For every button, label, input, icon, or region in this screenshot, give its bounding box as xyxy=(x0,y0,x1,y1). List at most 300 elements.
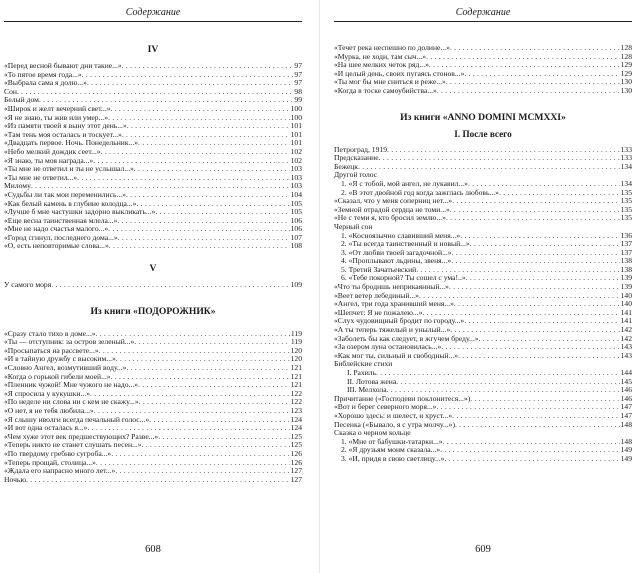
toc-entry xyxy=(334,257,632,266)
book-heading: Из книги «ПОДОРОЖНИК» xyxy=(90,305,216,317)
entry-page-number: 140 xyxy=(620,291,632,300)
toc-entry xyxy=(334,214,632,223)
toc-entry xyxy=(334,455,632,464)
toc-entry xyxy=(4,416,302,425)
toc-entry xyxy=(334,78,632,87)
entry-title: «Теперь прощай, столица...» xyxy=(4,458,96,467)
toc-entry xyxy=(4,476,302,485)
toc-entry xyxy=(334,386,632,395)
entry-title: «Течет река неспешно по долине...» xyxy=(334,44,450,52)
entry-title: «Как белый камень в глубине колодца...» xyxy=(4,199,137,208)
entry-page-number: 146 xyxy=(620,386,632,395)
toc-entry xyxy=(4,191,302,200)
dot-leader xyxy=(149,416,289,425)
entry-page-number: 99 xyxy=(294,96,302,105)
entry-title: «Город сгинул, последнего дома...» xyxy=(4,233,118,242)
dot-leader xyxy=(142,441,290,450)
section-numeral: V xyxy=(149,263,157,275)
entry-page-number: 137 xyxy=(620,248,632,257)
entry-title: «Вот и берег северного моря...» xyxy=(334,403,437,412)
section-numeral: IV xyxy=(147,44,159,55)
entry-page-number: 106 xyxy=(290,225,302,234)
entry-page-number: 98 xyxy=(294,87,302,96)
toc-entry xyxy=(4,200,302,209)
toc-entry xyxy=(4,96,302,105)
entry-title: Милому xyxy=(4,182,31,191)
entry-title: «И в тайную дружбу с высоким...» xyxy=(4,355,116,364)
dot-leader xyxy=(450,44,620,53)
entry-title: «Ты мог бы мне сниться и реже...» xyxy=(334,78,446,87)
toc-entry xyxy=(334,189,632,198)
entry-page-number: 127 xyxy=(290,467,302,476)
toc-entry xyxy=(4,157,302,166)
entry-title: I. Рахиль xyxy=(347,369,377,377)
entry-title: «Лучше б мне частушки задорно выкликать...» xyxy=(4,208,156,217)
dot-leader xyxy=(108,114,290,123)
entry-page-number: 124 xyxy=(290,415,302,424)
spacer xyxy=(4,290,302,306)
entry-page-number: 134 xyxy=(620,162,632,171)
entry-page-number: 122 xyxy=(290,389,302,398)
entry-page-number: 103 xyxy=(290,182,302,191)
dot-leader xyxy=(422,309,619,318)
dot-leader xyxy=(470,395,619,404)
entry-page-number: 148 xyxy=(620,420,632,429)
toc-entry xyxy=(4,281,302,290)
entry-page-number: 130 xyxy=(620,86,632,95)
toc-entry xyxy=(4,122,302,131)
toc-entry xyxy=(4,355,302,364)
toc-entry xyxy=(4,88,302,97)
entry-page-number: 121 xyxy=(290,372,302,381)
entry-page-number: 139 xyxy=(620,283,632,292)
dot-leader xyxy=(468,180,620,189)
toc-entry xyxy=(334,61,632,70)
entry-title: «Веет ветер лебединый...» xyxy=(334,291,419,300)
toc-entry xyxy=(4,398,302,407)
entry-title: «Я знаю, ты моя награда...» xyxy=(4,156,94,165)
toc-entry xyxy=(334,369,632,378)
dot-leader xyxy=(458,352,620,361)
toc-entry xyxy=(334,378,632,387)
dot-leader xyxy=(449,283,620,292)
entry-title: «То пятое время года...» xyxy=(4,70,82,79)
toc-entry xyxy=(334,274,632,283)
entry-page-number: 129 xyxy=(620,61,632,70)
entry-title: 4. «Проплывают льдины, звеня...» xyxy=(341,257,452,266)
dot-leader xyxy=(158,433,289,442)
entry-page-number: 97 xyxy=(294,79,302,88)
entry-page-number: 142 xyxy=(620,334,632,343)
dot-leader xyxy=(82,71,294,80)
entry-title: «Как мог ты, сильный и свободный...» xyxy=(334,351,459,360)
entry-page-number: 101 xyxy=(290,139,302,148)
entry-title: Песенка («Бывало, я с утра молчу...») xyxy=(334,420,455,429)
entry-page-number: 129 xyxy=(620,69,632,78)
dot-leader xyxy=(111,105,290,114)
toc-entry xyxy=(4,79,302,88)
entry-page-number: 147 xyxy=(620,403,632,412)
entry-title: «Пленник чужой! Мне чужого не надо...» xyxy=(4,381,139,390)
entry-page-number: 120 xyxy=(290,346,302,355)
entry-page-number: 143 xyxy=(620,351,632,360)
entry-title: «Я спросила у кукушки...» xyxy=(4,389,91,398)
entry-title: «Что ты бродишь неприкаянный...» xyxy=(334,283,449,292)
entry-page-number: 102 xyxy=(290,156,302,165)
dot-leader xyxy=(117,217,289,226)
entry-page-number: 140 xyxy=(620,300,632,309)
entry-title: «Я не знаю, ты жив или умер...» xyxy=(4,113,109,122)
dot-leader xyxy=(90,390,290,399)
toc-entry xyxy=(334,326,632,335)
entry-title: «Выбрала сама я долю...» xyxy=(4,79,87,88)
dot-leader xyxy=(134,165,290,174)
entry-title: «Я слышу иволги всегда печальный голос...» xyxy=(4,415,150,424)
entry-title: II. Лотова жена xyxy=(347,377,397,386)
entry-title: «Ангел, три года хранивший меня...» xyxy=(334,300,454,309)
dot-leader xyxy=(452,412,619,421)
dot-leader xyxy=(99,347,290,356)
dot-leader xyxy=(93,157,289,166)
dot-leader xyxy=(87,424,289,433)
entry-title: «Ты мне не ответил и ты не услышал...» xyxy=(4,165,134,174)
toc-entry xyxy=(334,335,632,344)
entry-page-number: 106 xyxy=(290,216,302,225)
dot-leader xyxy=(116,355,290,364)
entry-title: 2. «Я друзьям моим сказала...» xyxy=(341,446,441,455)
entry-page-number: 128 xyxy=(620,44,632,52)
dot-leader xyxy=(111,450,289,459)
toc-entry xyxy=(334,146,632,155)
left-page xyxy=(4,0,302,573)
entry-page-number: 135 xyxy=(620,188,632,197)
entry-title: «Сразу стало тихо в доме...» xyxy=(4,329,96,338)
entry-title: «Теперь никто не станет слушать песен...» xyxy=(4,441,142,450)
dot-leader xyxy=(426,53,620,62)
toc-entry xyxy=(334,403,632,412)
entry-page-number: 122 xyxy=(290,398,302,407)
dot-leader xyxy=(460,232,619,241)
dot-leader xyxy=(155,208,289,217)
dot-leader xyxy=(416,266,619,275)
dot-leader xyxy=(419,292,620,301)
entry-page-number: 125 xyxy=(290,432,302,441)
entry-title: «Словно Ангел, возмутивший воду...» xyxy=(4,364,127,373)
dot-leader xyxy=(96,459,290,468)
toc-entry xyxy=(334,87,632,96)
cycle-title: Черный сон xyxy=(334,221,373,231)
dot-leader xyxy=(51,281,289,290)
toc-entry xyxy=(334,44,632,53)
entry-page-number: 126 xyxy=(290,458,302,467)
entry-page-number: 149 xyxy=(620,446,632,455)
entry-title: «Чем хуже этот век предшествующих? Разве...» xyxy=(4,432,159,441)
toc-entry xyxy=(4,62,302,71)
toc-entry xyxy=(4,373,302,382)
page-number: 608 xyxy=(145,544,161,555)
entry-page-number: 141 xyxy=(620,308,632,317)
dot-leader xyxy=(446,214,620,223)
entry-title: «Ты мне не ответил...» xyxy=(4,173,78,182)
entry-title: «Перед весной бывают дни такие...» xyxy=(4,62,122,70)
toc-entry xyxy=(4,105,302,114)
entry-title: «Когда о горькой гибели моей...» xyxy=(4,372,111,381)
entry-page-number: 135 xyxy=(620,205,632,214)
entry-page-number: 100 xyxy=(290,104,302,113)
toc-entry xyxy=(4,407,302,416)
entry-page-number: 119 xyxy=(290,338,302,347)
toc-entry xyxy=(4,148,302,157)
entry-title: «По твердому гребню сугроба...» xyxy=(4,449,112,458)
entry-page-number: 123 xyxy=(290,407,302,415)
toc-entry xyxy=(4,433,302,442)
toc-entry xyxy=(334,70,632,79)
entry-page-number: 103 xyxy=(290,173,302,182)
dot-leader xyxy=(358,163,620,172)
entry-page-number: 138 xyxy=(620,265,632,274)
entry-title: «Ждала его напрасно много лет...» xyxy=(4,467,116,476)
dot-leader xyxy=(454,300,620,309)
dot-leader xyxy=(379,154,620,163)
dot-leader xyxy=(387,146,620,155)
dot-leader xyxy=(87,79,294,88)
toc-entry xyxy=(334,412,632,421)
toc-entry xyxy=(334,283,632,292)
dot-leader xyxy=(138,381,290,390)
toc-entry xyxy=(334,266,632,275)
entry-page-number: 141 xyxy=(620,317,632,326)
entry-page-number: 133 xyxy=(620,154,632,163)
entry-title: «Судьбы ли так мои переменились...» xyxy=(4,190,126,199)
entry-title: «Заболеть бы как следует, в жгучем бреду...» xyxy=(334,334,479,343)
entry-page-number: 105 xyxy=(290,208,302,217)
dot-leader xyxy=(109,242,290,251)
toc-entry xyxy=(4,174,302,183)
dot-leader xyxy=(466,274,620,283)
toc-entry xyxy=(4,139,302,148)
dot-leader xyxy=(376,369,620,378)
entry-page-number: 109 xyxy=(290,281,302,290)
entry-page-number: 128 xyxy=(620,52,632,61)
entry-title: 2. «В этот двойной год когда зажглась любовь...» xyxy=(341,188,499,197)
entry-page-number: 134 xyxy=(620,179,632,188)
dot-leader xyxy=(115,467,289,476)
entry-title: 1. «Косноязычно славивший меня...» xyxy=(341,231,461,240)
toc-entry xyxy=(4,182,302,191)
toc-entry xyxy=(4,459,302,468)
toc-body xyxy=(4,44,302,484)
toc-entry xyxy=(334,197,632,206)
page-number: 609 xyxy=(475,544,491,555)
entry-page-number: 143 xyxy=(620,343,632,352)
entry-title: «А ты теперь тяжелый и унылый...» xyxy=(334,326,451,335)
toc-entry xyxy=(4,424,302,433)
entry-title: Бежецк xyxy=(334,162,359,171)
dot-leader xyxy=(127,122,290,131)
dot-leader xyxy=(464,70,619,79)
entry-page-number: 125 xyxy=(290,441,302,450)
toc-entry xyxy=(334,343,632,352)
entry-title: «О, есть неповторимые слова...» xyxy=(4,242,109,251)
entry-title: «Сказал, что у меня соперниц нет...» xyxy=(334,197,453,206)
dot-leader xyxy=(444,455,619,464)
dot-leader xyxy=(387,386,620,395)
entry-page-number: 103 xyxy=(290,165,302,174)
toc-entry xyxy=(334,232,632,241)
dot-leader xyxy=(479,335,620,344)
entry-page-number: 137 xyxy=(620,240,632,249)
entry-page-number: 147 xyxy=(620,411,632,420)
entry-page-number: 127 xyxy=(290,475,302,484)
dot-leader xyxy=(126,191,290,200)
toc-entry xyxy=(334,446,632,455)
dot-leader xyxy=(450,326,619,335)
toc-entry xyxy=(4,330,302,339)
dot-leader xyxy=(441,343,619,352)
dot-leader xyxy=(26,476,290,485)
toc-entry xyxy=(4,390,302,399)
entry-title: Петроград, 1919 xyxy=(334,145,387,154)
entry-page-number: 124 xyxy=(290,424,302,433)
entry-page-number: 97 xyxy=(294,70,302,79)
dot-leader xyxy=(31,182,290,191)
header-rule xyxy=(334,21,632,22)
toc-entry xyxy=(334,240,632,249)
toc-entry xyxy=(4,131,302,140)
entry-title: 1. «Мне от бабушки-татарки...» xyxy=(341,437,443,446)
dot-leader xyxy=(446,78,620,87)
subsection-heading: I. После всего xyxy=(454,128,512,139)
toc-entry xyxy=(334,154,632,163)
dot-leader xyxy=(39,96,294,105)
entry-title: «Мне не надо счастья малого...» xyxy=(4,225,109,234)
entry-title: «Широк и желт вечерний свет...» xyxy=(4,104,111,113)
entry-title: «Двадцать первое. Ночь. Понедельник...» xyxy=(4,139,139,148)
entry-title: «Мурка, не ходи, там сыч...» xyxy=(334,52,427,61)
entry-page-number: 121 xyxy=(290,381,302,390)
entry-page-number: 135 xyxy=(620,214,632,223)
running-header: Содержание xyxy=(125,7,181,18)
entry-page-number: 121 xyxy=(290,364,302,373)
entry-page-number: 133 xyxy=(620,145,632,154)
dot-leader xyxy=(118,234,290,243)
toc-entry xyxy=(4,242,302,251)
toc-entry xyxy=(334,300,632,309)
toc-entry xyxy=(334,163,632,172)
entry-title: Белый дом xyxy=(4,96,39,105)
entry-title: 1. «Я с тобой, мой ангел, не лукавил...» xyxy=(341,179,468,188)
entry-title: 5. Третий Зачатьевский xyxy=(341,265,417,274)
dot-leader xyxy=(126,364,289,373)
dot-leader xyxy=(436,403,619,412)
dot-leader xyxy=(139,398,290,407)
entry-page-number: 149 xyxy=(620,454,632,463)
toc-entry xyxy=(4,381,302,390)
spacer xyxy=(4,323,302,330)
entry-page-number: 142 xyxy=(620,326,632,335)
entry-title: «О нет, я не тебя любила...» xyxy=(4,407,94,415)
toc-entry xyxy=(4,165,302,174)
entry-title: Причитание («Господеви поклонитеся...») xyxy=(334,394,471,403)
dot-leader xyxy=(452,197,620,206)
entry-page-number: 144 xyxy=(620,369,632,377)
toc-entry xyxy=(334,206,632,215)
entry-title: 2. «Ты всегда таинственный и новый...» xyxy=(341,240,470,249)
entry-page-number: 145 xyxy=(620,377,632,386)
header-rule xyxy=(4,21,302,22)
right-page xyxy=(334,0,632,573)
cycle-title: Библейские стихи xyxy=(334,359,393,369)
entry-page-number: 148 xyxy=(620,437,632,446)
entry-title: «На шее мелких четок ряд...» xyxy=(334,61,429,70)
dot-leader xyxy=(138,139,290,148)
dot-leader xyxy=(455,421,620,430)
toc-entry xyxy=(4,441,302,450)
entry-title: «Еще весна таинственная млела...» xyxy=(4,216,118,225)
entry-title: У самого моря xyxy=(4,281,52,290)
toc-entry xyxy=(334,292,632,301)
toc-body xyxy=(334,44,632,464)
entry-title: «Хорошо здесь: и шелест, и хруст...» xyxy=(334,411,453,420)
spacer xyxy=(334,96,632,112)
entry-page-number: 108 xyxy=(290,242,302,251)
entry-title: «По неделе ни слова ни с кем не скажу...» xyxy=(4,398,139,407)
toc-entry xyxy=(334,53,632,62)
toc-entry xyxy=(4,208,302,217)
book-heading: Из книги «ANNO DOMINI MCMXXI» xyxy=(400,111,566,123)
dot-leader xyxy=(122,131,290,140)
dot-leader xyxy=(440,446,619,455)
spacer xyxy=(4,251,302,263)
gutter xyxy=(319,0,320,573)
entry-title: Сон xyxy=(4,87,17,96)
entry-page-number: 146 xyxy=(620,394,632,403)
toc-entry xyxy=(334,317,632,326)
dot-leader xyxy=(134,338,290,347)
dot-leader xyxy=(443,438,620,447)
toc-entry xyxy=(334,395,632,404)
toc-entry xyxy=(4,450,302,459)
dot-leader xyxy=(122,62,294,71)
dot-leader xyxy=(451,257,619,266)
entry-page-number: 126 xyxy=(290,449,302,458)
toc-entry xyxy=(4,467,302,476)
toc-entry xyxy=(4,364,302,373)
entry-page-number: 136 xyxy=(620,231,632,240)
entry-page-number: 107 xyxy=(290,233,302,242)
toc-entry xyxy=(4,347,302,356)
cycle-title: Сказка о черном кольце xyxy=(334,428,411,438)
entry-page-number: 135 xyxy=(620,197,632,206)
entry-page-number: 104 xyxy=(290,190,302,199)
entry-title: «И целый день, своих пугаясь стонов...» xyxy=(334,69,465,78)
toc-entry xyxy=(334,249,632,258)
entry-page-number: 138 xyxy=(620,257,632,266)
entry-title: «Ты — отступник: за остров зеленый...» xyxy=(4,338,135,347)
dot-leader xyxy=(96,330,290,339)
entry-title: «Из памяти твоей я выну этот день...» xyxy=(4,122,127,131)
dot-leader xyxy=(77,174,289,183)
toc-entry xyxy=(4,225,302,234)
entry-title: 6. «Тебе покорной? Ты сошел с ума!..» xyxy=(341,274,466,283)
toc-entry xyxy=(4,338,302,347)
dot-leader xyxy=(464,317,619,326)
entry-title: «И вот одна осталась я...» xyxy=(4,424,88,433)
entry-page-number: 101 xyxy=(290,122,302,131)
dot-leader xyxy=(111,373,290,382)
dot-leader xyxy=(136,200,289,209)
dot-leader xyxy=(499,189,620,198)
